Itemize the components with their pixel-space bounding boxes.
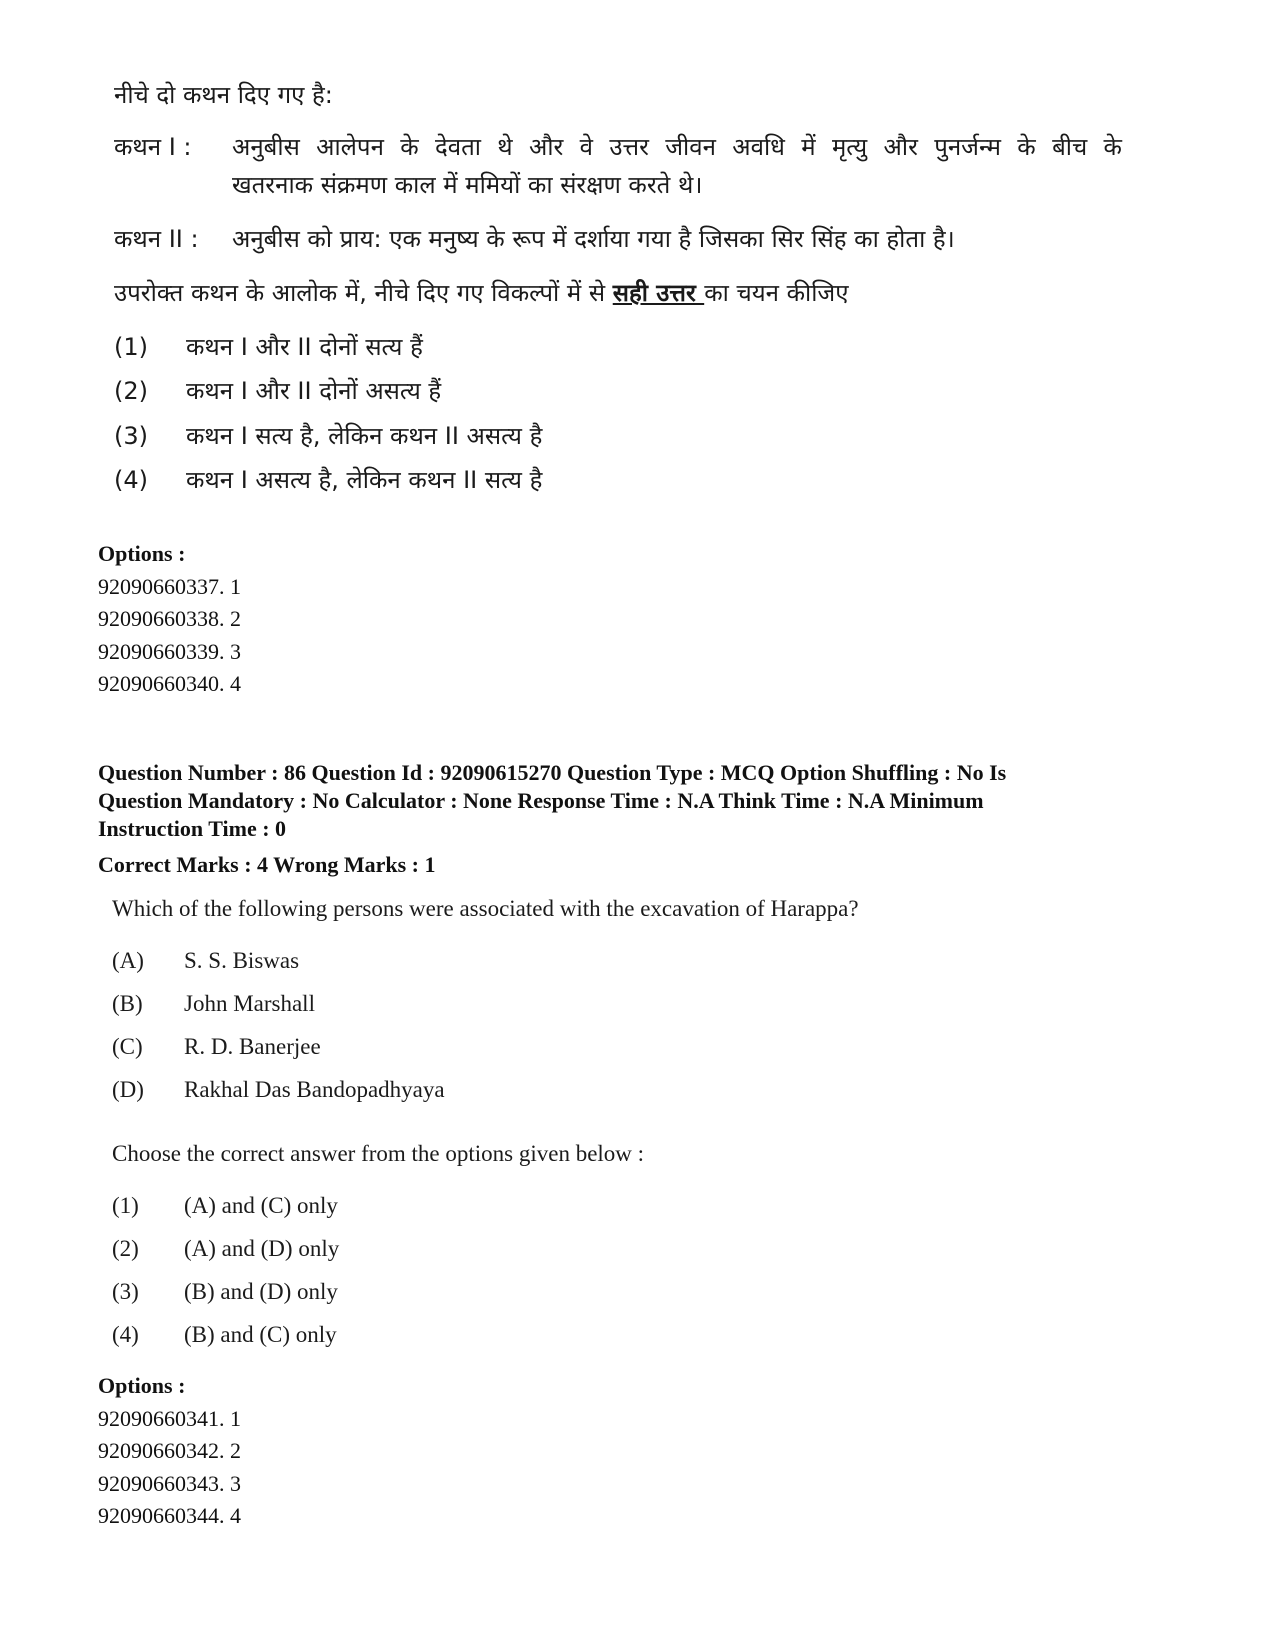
q85-choice: [114, 330, 423, 363]
q86-choice-number: (1): [112, 1193, 139, 1218]
q86-item: [112, 991, 315, 1017]
q86-choice: [112, 1279, 338, 1305]
q86-question-text: Which of the following persons were associated with the excavation of Harappa?: [112, 896, 859, 921]
q85-statement1-line1: अनुबीस आलेपन के देवता थे और वे उत्तर जीवन अवधि में मृत्यु और पुनर्जन्म के बीच के: [232, 133, 1122, 161]
q86-meta-line: Question Number : 86 Question Id : 92090615270 Question Type : MCQ Option Shuffling : No Is: [98, 760, 1007, 785]
q86-item-label: (A): [112, 948, 144, 973]
q85-statement2-label: कथन II :: [114, 225, 199, 253]
q85-choice-number: (3): [114, 422, 148, 450]
q85-options-list: [98, 538, 241, 701]
q85-instruction: [114, 276, 849, 309]
q86-meta: [98, 759, 1178, 843]
q85-choice-text: कथन I सत्य है, लेकिन कथन II असत्य है: [186, 422, 543, 450]
q85-option-item: 92090660340. 4: [98, 671, 241, 696]
q86-item-label: (B): [112, 991, 143, 1016]
q85-option-item: 92090660339. 3: [98, 638, 241, 664]
q86-choice-text: (A) and (D) only: [184, 1236, 340, 1261]
q85-statement1-label: कथन I :: [114, 133, 192, 161]
q86-options-list: [98, 1370, 241, 1533]
q85-choice-text: कथन I और II दोनों असत्य हैं: [186, 377, 442, 405]
q85-option-item: 92090660338. 2: [98, 606, 241, 631]
q85-instruction-pre: उपरोक्त कथन के आलोक में, नीचे दिए गए विकल्पों में से: [114, 279, 613, 307]
q86-choice: [112, 1322, 337, 1348]
q86-choice-text: (A) and (C) only: [184, 1193, 338, 1218]
q85-choice-number: (2): [114, 377, 148, 405]
q85-statement1-line2: खतरनाक संक्रमण काल में ममियों का संरक्षण करते थे।: [232, 171, 703, 199]
q85-statement2-text: अनुबीस को प्राय: एक मनुष्य के रूप में दर्शाया गया है जिसका सिर सिंह का होता है।: [232, 225, 955, 253]
q86-choice-number: (3): [112, 1279, 139, 1304]
q85-choice: [114, 463, 542, 496]
q86-marks: Correct Marks : 4 Wrong Marks : 1: [98, 852, 436, 877]
q85-option-item: 92090660337. 1: [98, 573, 241, 599]
q85-intro: नीचे दो कथन दिए गए है:: [114, 81, 333, 109]
q86-instruction: Choose the correct answer from the options given below :: [112, 1141, 645, 1166]
q86-item: [112, 1034, 321, 1060]
q86-item: [112, 948, 299, 974]
q86-item-text: R. D. Banerjee: [184, 1034, 321, 1059]
q86-choice-number: (4): [112, 1322, 139, 1347]
q86-option-item: 92090660341. 1: [98, 1405, 241, 1431]
q86-choice-text: (B) and (C) only: [184, 1322, 337, 1347]
q85-options-heading: Options :: [98, 541, 186, 566]
q85-choice-number: (1): [114, 333, 148, 361]
q86-choice-number: (2): [112, 1236, 139, 1261]
q86-option-item: 92090660344. 4: [98, 1503, 241, 1528]
q86-item: [112, 1077, 445, 1103]
q85-choice: [114, 419, 542, 452]
q85-choice-number: (4): [114, 466, 148, 494]
q86-item-label: (D): [112, 1077, 144, 1102]
q86-item-text: S. S. Biswas: [184, 948, 300, 973]
q85-instruction-emphasis: सही उत्तर: [612, 279, 705, 307]
q86-item-label: (C): [112, 1034, 143, 1059]
q86-option-item: 92090660342. 2: [98, 1438, 241, 1463]
q86-choice: [112, 1193, 338, 1219]
q85-instruction-post: का चयन कीजिए: [704, 279, 849, 307]
q85-choice-text: कथन I और II दोनों सत्य हैं: [186, 333, 423, 361]
q85-choice: [114, 374, 441, 407]
q86-item-text: John Marshall: [184, 991, 315, 1016]
q85-choice-text: कथन I असत्य है, लेकिन कथन II सत्य है: [186, 466, 543, 494]
q86-choice: [112, 1236, 339, 1262]
q86-meta-line: Question Mandatory : No Calculator : None Response Time : N.A Think Time : N.A Minimum: [98, 788, 984, 813]
q86-options-heading: Options :: [98, 1373, 186, 1398]
q86-item-text: Rakhal Das Bandopadhyaya: [184, 1077, 445, 1102]
q86-meta-line: Instruction Time : 0: [98, 816, 287, 841]
q86-choice-text: (B) and (D) only: [184, 1279, 338, 1304]
q86-option-item: 92090660343. 3: [98, 1470, 241, 1496]
